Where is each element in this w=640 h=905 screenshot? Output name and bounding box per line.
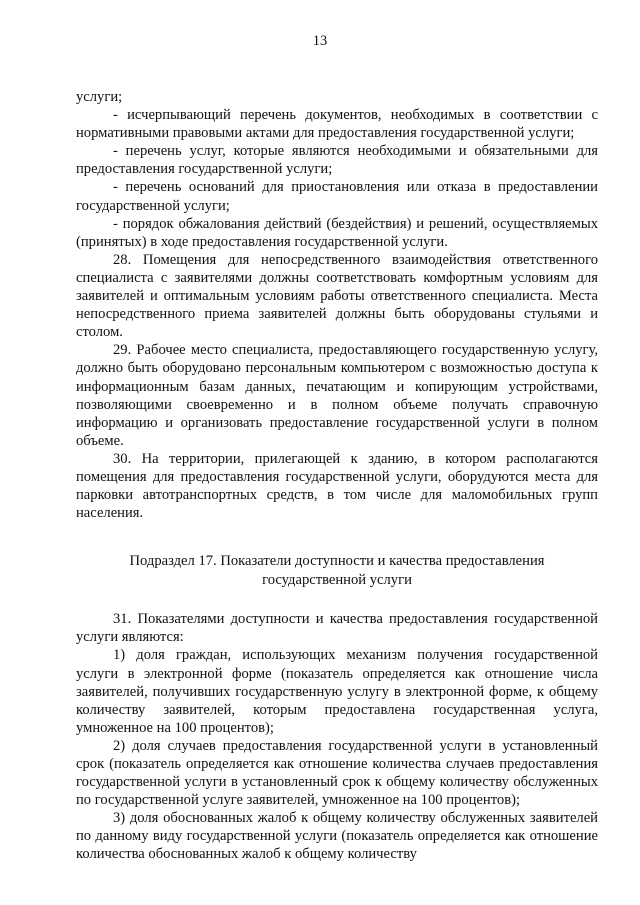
page-number: 13 (312, 33, 328, 49)
paragraphs-after-heading (76, 610, 598, 863)
paragraph: - исчерпывающий перечень документов, необходимых в соответствии с нормативными правовыми актами для предоставления государственной услуги; (76, 107, 598, 142)
section-heading-line-2: государственной услуги (262, 572, 412, 589)
section-heading (76, 552, 598, 590)
paragraph: 29. Рабочее место специалиста, предоставляющего государственную услугу, должно быть оборудовано персональным компьютером с возможностью доступа к информационным базам данных, печатающим и копирующим устройствами, позволяющими своевременно и в полном объеме получать справочную информацию и организовать предоставление государственной услуги в полном объеме. (76, 342, 598, 449)
paragraph: 3) доля обоснованных жалоб к общему количеству обслуженных заявителей по данному виду государственной услуги (показатель определяется как отношение количества обоснованных жалоб к общему количеству (76, 810, 598, 863)
paragraphs-before-heading (76, 88, 598, 522)
paragraph: - перечень услуг, которые являются необходимыми и обязательными для предоставления государственной услуги; (76, 143, 598, 178)
document-body (76, 88, 598, 864)
paragraph: 28. Помещения для непосредственного взаимодействия ответственного специалиста с заявителями должны соответствовать комфортным условиям для заявителей и оптимальным условиям работы ответственного специалиста. Места непосредственного приема заявителей должны быть оборудованы стульями и столом. (76, 251, 598, 341)
paragraph: 2) доля случаев предоставления государственной услуги в установленный срок (показатель определяется как отношение количества случаев предоставления государственной услуги в установленный срок к общему количеству обслуженных по государственной услуге заявителей, умноженное на 100 процентов); (76, 737, 598, 809)
paragraph: 30. На территории, прилегающей к зданию, в котором располагаются помещения для предоставления государственной услуги, оборудуются места для парковки автотранспортных средств, в том числе для маломобильных групп населения. (76, 450, 598, 522)
paragraph: - порядок обжалования действий (бездействия) и решений, осуществляемых (принятых) в ходе предоставления государственной услуги. (76, 215, 598, 250)
paragraph: - перечень оснований для приостановления или отказа в предоставлении государственной услуги; (76, 179, 598, 214)
paragraph: 1) доля граждан, использующих механизм получения государственной услуги в электронной форме (показатель определяется как отношение числа заявителей, получивших государственную услугу в электронной форме, к общему количеству заявителей, которым предоставлена государственная услуга, умноженное на 100 процентов); (76, 647, 598, 736)
paragraph: 31. Показателями доступности и качества предоставления государственной услуги являются: (76, 611, 598, 646)
section-heading-line-1: Подраздел 17. Показатели доступности и качества предоставления (129, 553, 545, 570)
paragraph: услуги; (76, 89, 123, 105)
